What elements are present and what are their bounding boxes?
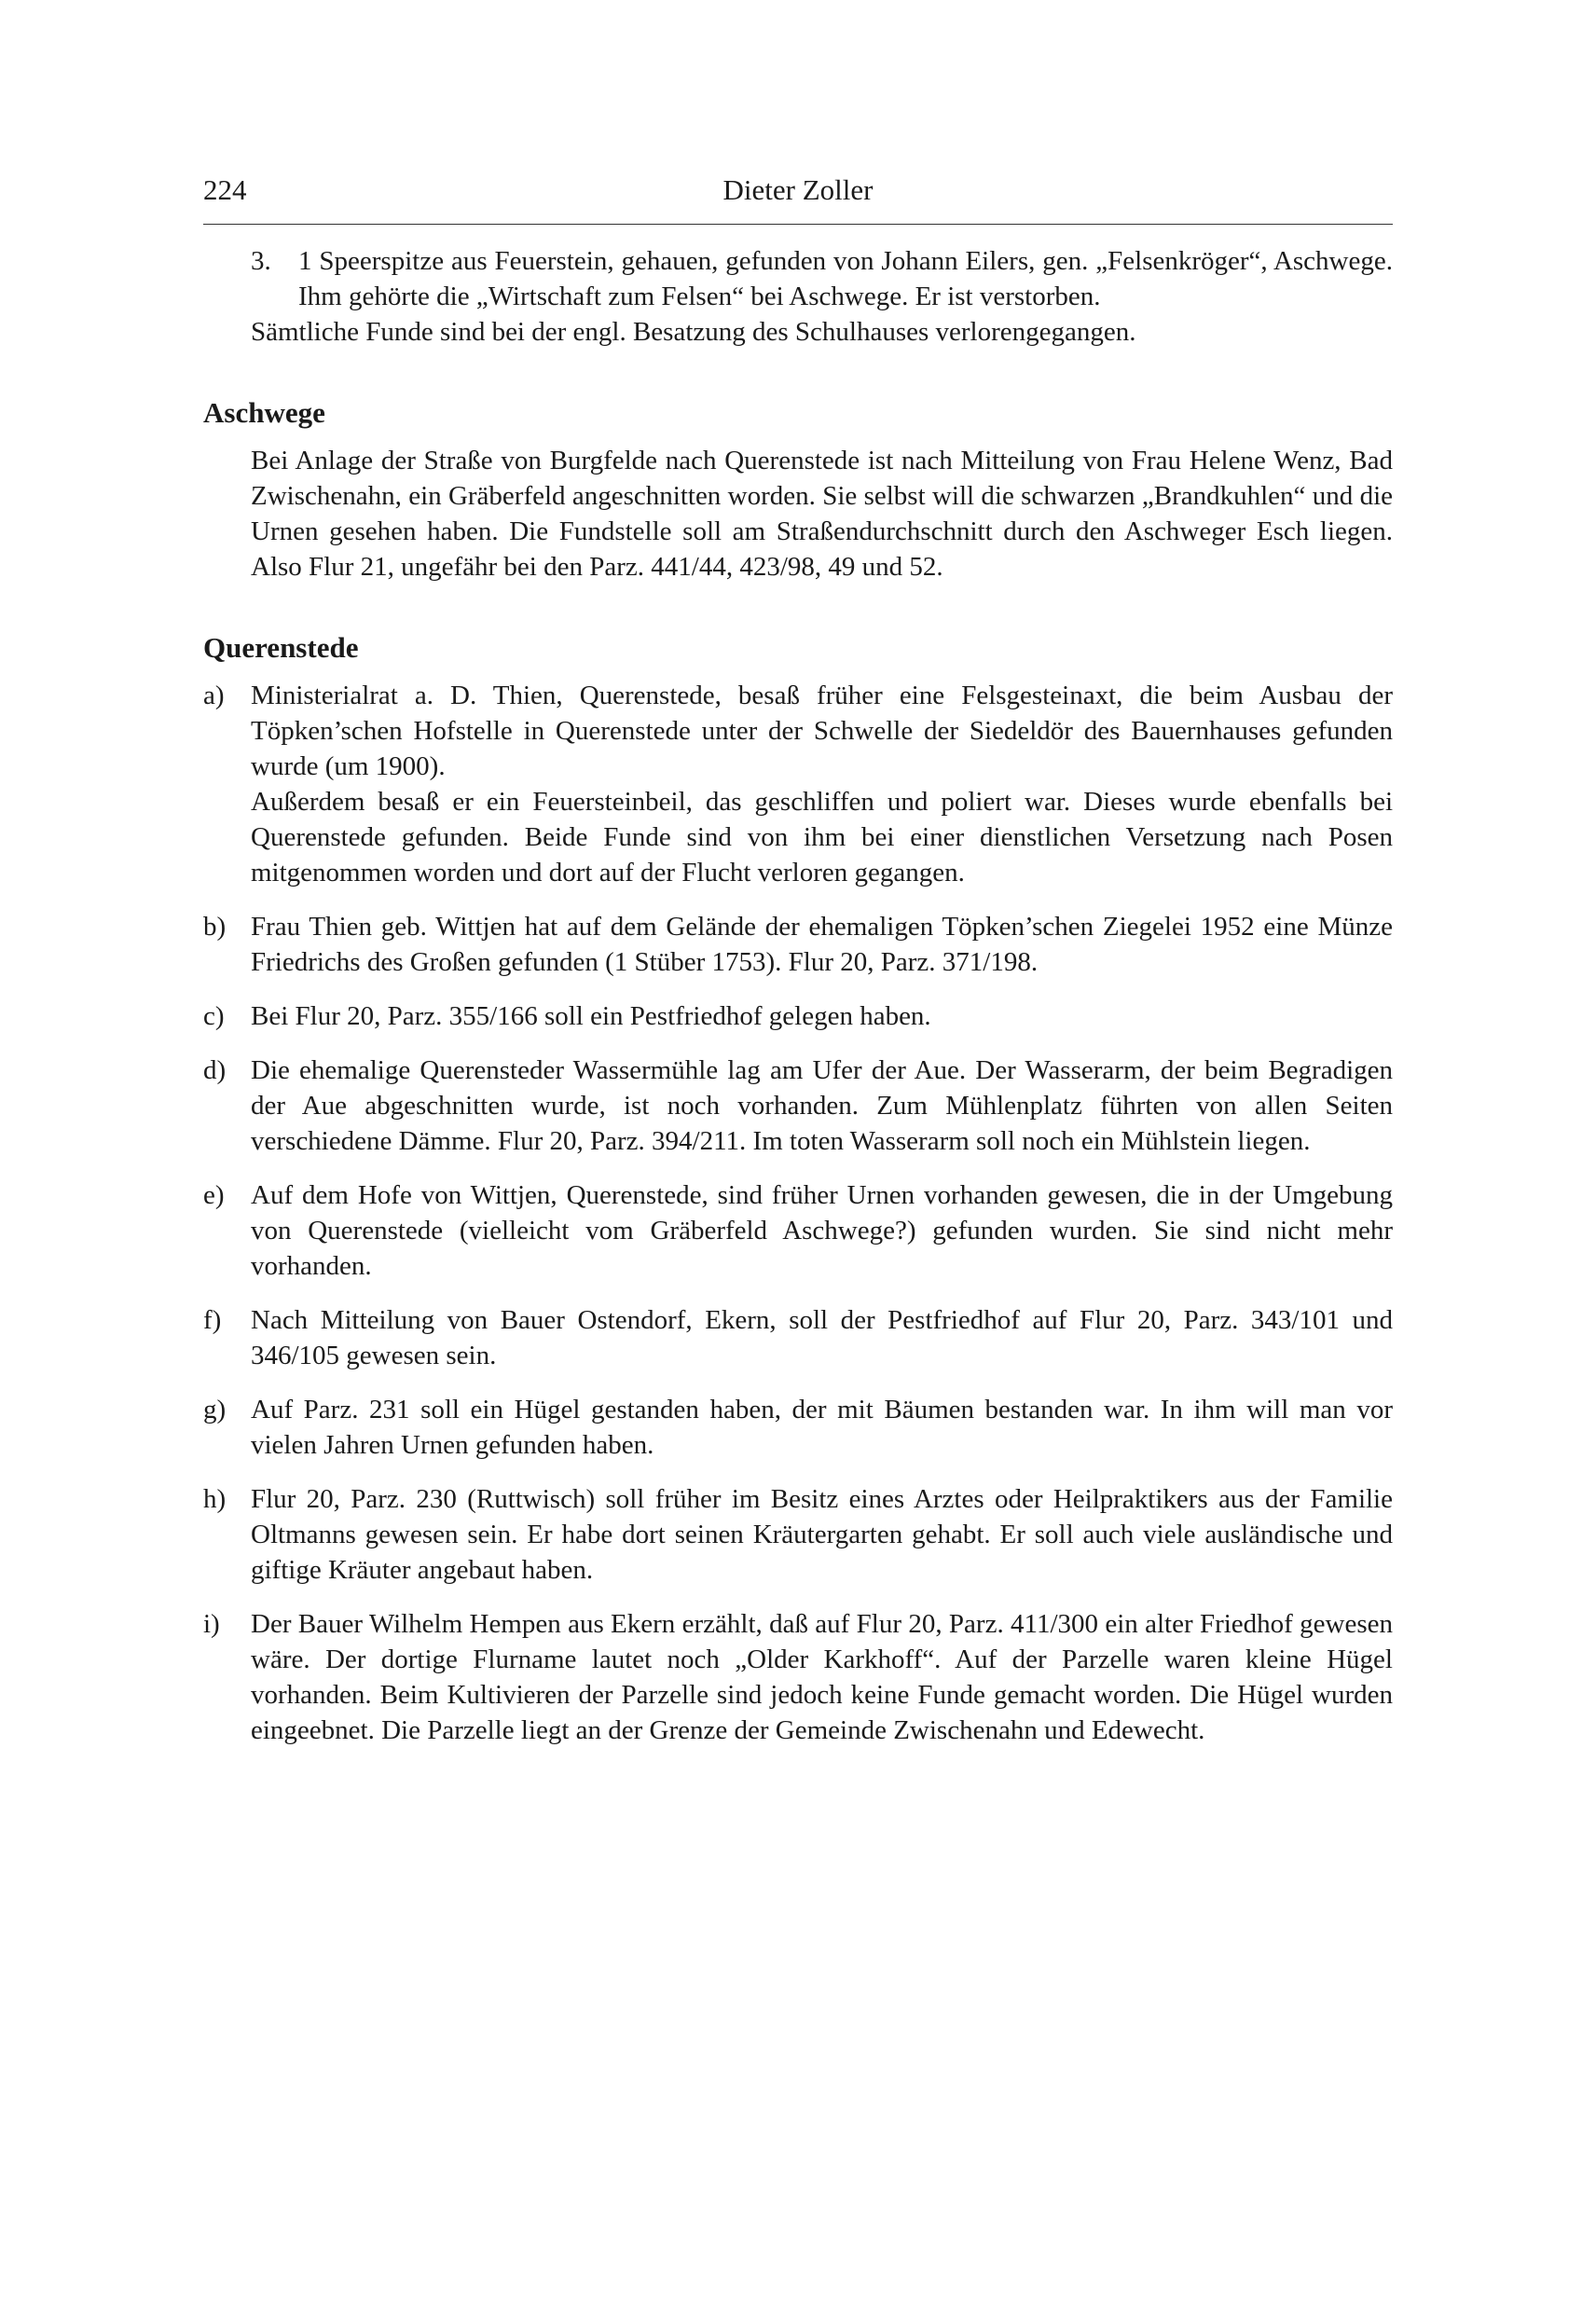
document-body [203, 243, 1393, 1748]
running-head [203, 166, 1393, 214]
item-marker: c) [203, 1001, 225, 1031]
section-heading-querenstede: Querenstede [203, 631, 359, 664]
list-item [203, 1053, 1393, 1159]
item-paragraph: Bei Flur 20, Parz. 355/166 soll ein Pestfriedhof gelegen haben. [251, 1001, 931, 1031]
section-heading-aschwege: Aschwege [203, 396, 325, 429]
item-paragraph: Außerdem besaß er ein Feuersteinbeil, das geschliffen und poliert war. Dieses wurde ebenfalls bei Querenstede gefunden. Beide Funde sind von ihm bei einer dienstlichen Versetzung nach Posen mitgenommen worden und dort auf der Flucht verloren gegangen. [251, 787, 1393, 888]
item-marker: e) [203, 1180, 225, 1210]
list-item [203, 909, 1393, 980]
item-paragraph: Auf dem Hofe von Wittjen, Querenstede, sind früher Urnen vorhanden gewesen, die in der Umgebung von Querenstede (vielleicht vom Gräberfeld Aschwege?) gefunden wurden. Sie sind nicht mehr vorhanden. [251, 1180, 1393, 1281]
item-marker: f) [203, 1305, 222, 1335]
item-paragraph: Nach Mitteilung von Bauer Ostendorf, Ekern, soll der Pestfriedhof auf Flur 20, Parz. 343/101 und 346/105 gewesen sein. [251, 1305, 1393, 1370]
intro-closing-text: Sämtliche Funde sind bei der engl. Besatzung des Schulhauses verlorengegangen. [251, 317, 1136, 347]
item-paragraph: Auf Parz. 231 soll ein Hügel gestanden haben, der mit Bäumen bestanden war. In ihm will man vor vielen Jahren Urnen gefunden haben. [251, 1395, 1393, 1460]
item-marker: h) [203, 1484, 227, 1514]
list-item [203, 1606, 1393, 1748]
aschwege-paragraph: Bei Anlage der Straße von Burgfelde nach Querenstede ist nach Mitteilung von Frau Helene Wenz, Bad Zwischenahn, ein Gräberfeld angeschnitten worden. Sie selbst will die schwarzen „Brandkuhlen“ und die Urnen gesehen haben. Die Fundstelle soll am Straßendurchschnitt durch den Aschweger Esch liegen. Also Flur 21, ungefähr bei den Parz. 441/44, 423/98, 49 und 52. [251, 446, 1393, 582]
item-paragraph: Der Bauer Wilhelm Hempen aus Ekern erzählt, daß auf Flur 20, Parz. 411/300 ein alter Friedhof gewesen wäre. Der dortige Flurname lautet noch „Older Karkhoff“. Auf der Parzelle waren kleine Hügel vorhanden. Beim Kultivieren der Parzelle sind jedoch keine Funde gemacht worden. Die Hügel wurden eingeebnet. Die Parzelle liegt an der Grenze der Gemeinde Zwischenahn und Edewecht. [251, 1609, 1393, 1745]
running-title: Dieter Zoller [722, 173, 874, 206]
item-marker: d) [203, 1055, 227, 1085]
section-body-aschwege [203, 443, 1393, 585]
header-rule [203, 224, 1393, 225]
list-item [203, 1392, 1393, 1463]
querenstede-list [203, 678, 1393, 1748]
item-text: 1 Speerspitze aus Feuerstein, gehauen, gefunden von Johann Eilers, gen. „Felsenkröger“, Aschwege. Ihm gehörte die „Wirtschaft zum Felsen“ bei Aschwege. Er ist verstorben. [298, 246, 1393, 311]
item-marker: a) [203, 681, 225, 710]
item-marker: b) [203, 912, 227, 942]
page [203, 166, 1393, 1767]
list-item [203, 1481, 1393, 1588]
list-item [203, 678, 1393, 890]
list-item [203, 1302, 1393, 1373]
intro-block [203, 243, 1393, 350]
page-number: 224 [203, 173, 247, 206]
item-paragraph: Frau Thien geb. Wittjen hat auf dem Gelände der ehemaligen Töpken’schen Ziegelei 1952 eine Münze Friedrichs des Großen gefunden (1 Stüber 1753). Flur 20, Parz. 371/198. [251, 912, 1393, 977]
item-number: 3. [251, 246, 271, 276]
item-marker: i) [203, 1609, 220, 1639]
item-paragraph: Flur 20, Parz. 230 (Ruttwisch) soll früher im Besitz eines Arztes oder Heilpraktikers aus der Familie Oltmanns gewesen sein. Er habe dort seinen Kräutergarten gehabt. Er soll auch viele ausländische und giftige Kräuter angebaut haben. [251, 1484, 1393, 1585]
item-paragraph: Ministerialrat a. D. Thien, Querenstede, besaß früher eine Felsgesteinaxt, die beim Ausbau der Töpken’schen Hofstelle in Querenstede unter der Schwelle der Siedeldör des Bauernhauses gefunden wurde (um 1900). [251, 681, 1393, 781]
list-item [251, 243, 1393, 314]
list-item [203, 1177, 1393, 1284]
item-marker: g) [203, 1395, 227, 1424]
item-paragraph: Die ehemalige Querensteder Wassermühle lag am Ufer der Aue. Der Wasserarm, der beim Begradigen der Aue abgeschnitten wurde, ist noch vorhanden. Zum Mühlenplatz führten von allen Seiten verschiedene Dämme. Flur 20, Parz. 394/211. Im toten Wasserarm soll noch ein Mühlstein liegen. [251, 1055, 1393, 1156]
list-item [203, 998, 1393, 1034]
